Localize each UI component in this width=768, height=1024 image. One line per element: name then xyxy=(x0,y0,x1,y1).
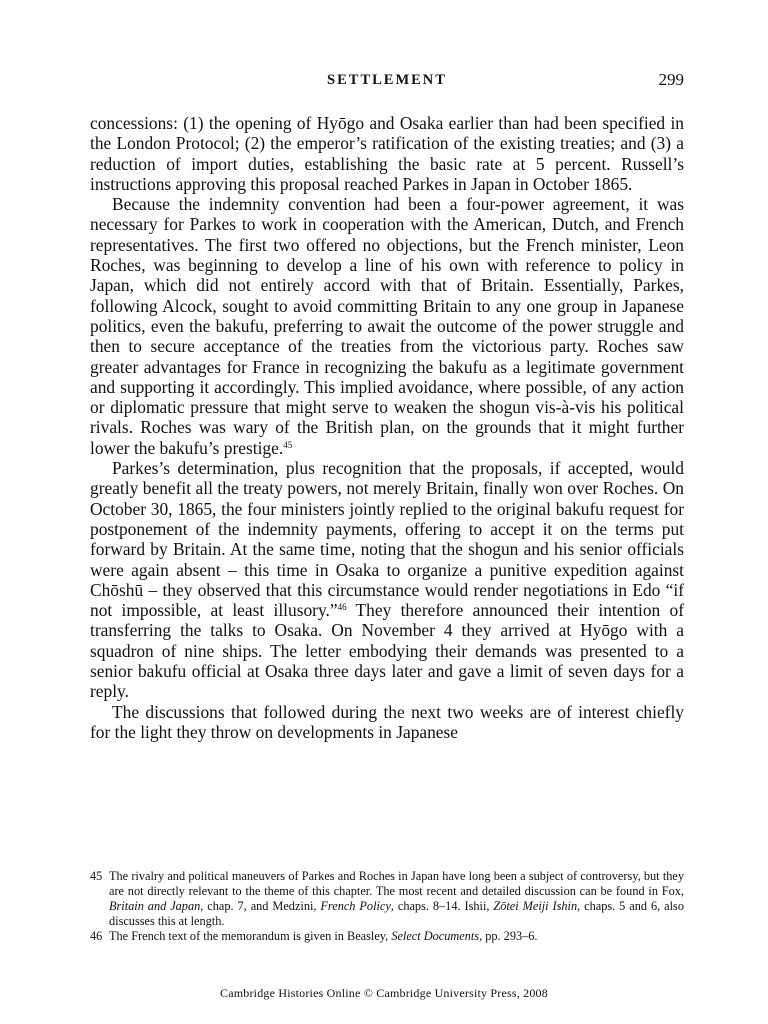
footnote-46 xyxy=(90,929,684,944)
page-number: 299 xyxy=(658,70,684,89)
body-text xyxy=(90,113,684,742)
page-footer: Cambridge Histories Online © Cambridge University Press, 2008 xyxy=(220,986,548,1000)
footnote-text: , pp. 293–6. xyxy=(479,929,538,944)
footnote-ref-45[interactable]: 45 xyxy=(283,439,293,450)
footnote-title: Zōtei Meiji Ishin xyxy=(493,899,578,914)
footnotes xyxy=(90,869,684,944)
paragraph-text: The discussions that followed during the next two weeks are of interest chiefly for the light they throw on developments in Japanese xyxy=(90,701,684,742)
paragraph-text: Parkes’s determination, plus recognition that the proposals, if accepted, would greatly benefit all the treaty powers, not merely Britain, finally won over Roches. On October 30, 1865, the four ministers jointly replied to the original bakufu request for postponement of the indemnity payments, offering to accept it on the terms put forward by Britain. At the same time, noting that the shogun and his senior officials were again absent – this time in Osaka to organize a punitive expedition against Chōshū – they observed that this circumstance would render negotiations in Edo “if not impossible, at least illusory.” xyxy=(90,458,684,621)
footnote-title: French Policy xyxy=(320,899,391,914)
paragraph-1 xyxy=(90,113,684,194)
running-head: SETTLEMENT xyxy=(327,72,447,88)
footnote-45 xyxy=(90,869,684,929)
footnote-text: , chaps. 5 and 6, also discusses this at length. xyxy=(109,899,684,929)
footnote-title: Britain and Japan xyxy=(109,899,201,914)
paragraph-3 xyxy=(90,458,684,702)
footnote-number: 46 xyxy=(90,929,103,944)
paragraph-4 xyxy=(90,702,684,743)
footnote-text: , chaps. 8–14. Ishii, xyxy=(390,899,494,914)
paragraph-2 xyxy=(90,194,684,458)
paragraph-text: They therefore announced their intention of transferring the talks to Osaka. On November 4 they arrived at Hyōgo with a squadron of nine ships. The letter embodying their demands was presented to a senior bakufu official at Osaka three days later and gave a limit of seven days for a reply. xyxy=(90,600,684,702)
footnote-text: The French text of the memorandum is given in Beasley, xyxy=(109,929,392,944)
footnote-text: , chap. 7, and Medzini, xyxy=(200,899,321,914)
footnote-title: Select Documents xyxy=(391,929,480,944)
paragraph-text: concessions: (1) the opening of Hyōgo and Osaka earlier than had been specified in the London Protocol; (2) the emperor’s ratification of the existing treaties; and (3) a reduction of import duties, establishing the basic rate at 5 percent. Russell’s instructions approving this proposal reached Parkes in Japan in October 1865. xyxy=(90,113,684,194)
footnote-text: The rivalry and political maneuvers of Parkes and Roches in Japan have long been a subject of controversy, but they are not directly relevant to the theme of this chapter. The most recent and detailed discussion can be found in Fox, xyxy=(109,869,684,899)
paragraph-text: Because the indemnity convention had been a four-power agreement, it was necessary for Parkes to work in cooperation with the American, Dutch, and French representatives. The first two offered no objections, but the French minister, Leon Roches, was beginning to develop a line of his own with reference to policy in Japan, which did not entirely accord with that of Britain. Essentially, Parkes, following Alcock, sought to avoid committing Britain to any one group in Japanese politics, even the bakufu, preferring to await the outcome of the power struggle and then to secure acceptance of the treaties from the victorious party. Roches saw greater advantages for France in recognizing the bakufu as a legitimate government and supporting it accordingly. This implied avoidance, where possible, of any action or diplomatic pressure that might serve to weaken the shogun vis-à-vis his political rivals. Roches was wary of the British plan, on the grounds that it might further lower the bakufu’s prestige. xyxy=(90,194,684,458)
page-header xyxy=(90,72,684,94)
footnote-ref-46[interactable]: 46 xyxy=(337,602,347,613)
footnote-number: 45 xyxy=(90,869,103,883)
